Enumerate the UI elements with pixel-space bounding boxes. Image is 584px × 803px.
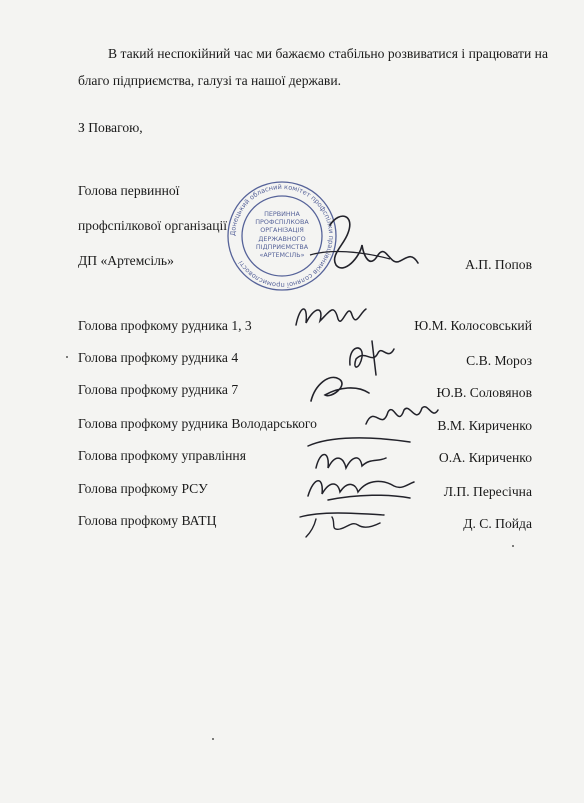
head-title-line-2: профспілкової організації <box>78 218 228 233</box>
regards-line: З Повагою, <box>78 120 143 135</box>
row-title-1: Голова профкому рудника 1, 3 <box>78 318 252 333</box>
row-title-5: Голова профкому управління <box>78 448 246 463</box>
row-title-3: Голова профкому рудника 7 <box>78 382 239 397</box>
head-title-line-1: Голова первинної <box>78 183 180 198</box>
scan-speck <box>512 545 514 547</box>
signature-popov <box>300 205 420 285</box>
head-title-line-3: ДП «Артемсіль» <box>78 253 174 268</box>
head-name: А.П. Попов <box>465 257 532 272</box>
row-name-2: С.В. Мороз <box>466 353 532 368</box>
seal-inner-text: ПЕРВИННА ПРОФСПІЛКОВА ОРГАНІЗАЦІЯ ДЕРЖАВНОГО ПІДПРИЄМСТВА «АРТЕМСІЛЬ» <box>255 210 309 260</box>
scan-speck <box>212 738 214 740</box>
signature-poida <box>292 503 392 541</box>
row-title-6: Голова профкому РСУ <box>78 481 208 496</box>
seal-outer-text: Донецький обласний комітет профспілки працівників соляної промисловості <box>228 182 336 290</box>
row-name-6: Л.П. Пересічна <box>443 484 532 499</box>
signature-kolosovskyi <box>290 295 370 340</box>
closing-paragraph: В такий неспокійний час ми бажаємо стабільно розвиватися і працювати на благо підприємства, галузі та нашої держави. <box>78 46 548 88</box>
row-title-7: Голова профкому ВАТЦ <box>78 513 217 528</box>
scan-speck <box>66 356 68 358</box>
row-title-4: Голова профкому рудника Володарського <box>78 416 317 431</box>
row-name-4: В.М. Кириченко <box>437 418 532 433</box>
row-name-3: Ю.В. Соловянов <box>436 385 532 400</box>
row-name-7: Д. С. Пойда <box>463 516 532 531</box>
row-name-1: Ю.М. Колосовський <box>414 318 532 333</box>
row-title-2: Голова профкому рудника 4 <box>78 350 239 365</box>
signature-peresichna <box>298 468 418 508</box>
row-name-5: О.А. Кириченко <box>438 450 532 465</box>
